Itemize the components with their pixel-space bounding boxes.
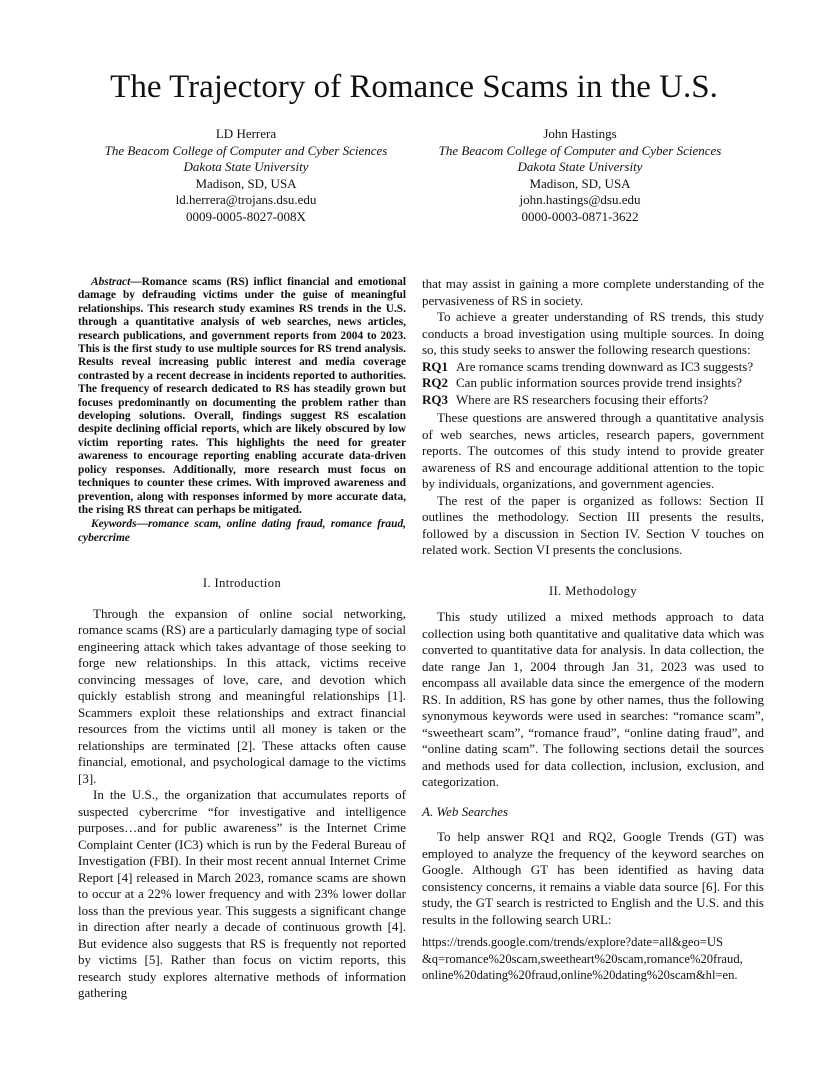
research-question-text: Are romance scams trending downward as IC3 suggests?	[456, 358, 754, 374]
abstract	[78, 276, 406, 517]
research-question-text: Where are RS researchers focusing their efforts?	[456, 391, 709, 407]
section-heading-methodology: II. Methodology	[549, 583, 637, 598]
author-email: john.hastings@dsu.edu	[519, 192, 641, 208]
author-block-1	[76, 126, 416, 226]
author-email: ld.herrera@trojans.dsu.edu	[175, 192, 317, 208]
left-column	[78, 276, 406, 1002]
research-question-label: RQ3	[422, 391, 448, 407]
abstract-label: Abstract	[91, 276, 131, 288]
research-question	[422, 359, 764, 376]
body-paragraph: These questions are answered through a quantitative analysis of web searches, news articles, research papers, government reports. The outcomes of this study intend to provide greater awareness of RS and encourage additional attention to the topic by individuals, organizations, and government agencies.	[422, 410, 764, 491]
author-university: Dakota State University	[517, 159, 643, 175]
body-paragraph: Through the expansion of online social networking, romance scams (RS) are a particularly damaging type of social engineering attack which takes advantage of those seeking to forge new relationships. In this attack, victims receive convincing messages of love, care, and devotion which quickly establish strong and meaningful relationships [1]. Scammers exploit these relationships and extract financial resources from the victims until all money is taken or the relationships are terminated [2]. These attacks often cause financial, emotional, and psychological damage to the victims [3].	[78, 605, 406, 786]
abstract-text: —Romance scams (RS) inflict financial and emotional damage by defrauding victims under the guise of meaningful relationships. This research study examines RS trends in the U.S. through a quantitative analysis of web searches, news articles, research publications, and government reports from 2004 to 2023. This is the first study to use multiple sources for RS trend analysis. Results reveal increasing public interest and media coverage contrasted by a recent decrease in incidents reported to authorities. The frequency of research dedicated to RS has steadily grown but focuses predominantly on documenting the problem rather than developing solutions. Overall, findings suggest RS escalation despite declining official reports, which are likely obscured by low victim reporting rates. This highlights the need for greater awareness to encourage reporting enabling accurate data-driven policy responses. Additionally, more research must focus on techniques to counter these crimes. With improved awareness and prevention, along with responses informed by more accurate data, the rising RS threat can perhaps be mitigated.	[78, 276, 406, 516]
section-heading-introduction: I. Introduction	[202, 576, 282, 591]
research-question-text: Can public information sources provide trend insights?	[456, 375, 742, 390]
author-location: Madison, SD, USA	[529, 175, 631, 191]
body-paragraph: In the U.S., the organization that accumulates reports of suspected cybercrime “for investigative and intelligence purposes…and for public awareness” is the Internet Crime Complaint Center (IC3) which is run by the Federal Bureau of Investigation (FBI). In their most recent annual Internet Crime Report [4] released in March 2023, romance scams are shown to occur at a 22% lower frequency and with 23% lower dollar loss than the previous year. This suggests a significant change in direction after nearly a decade of continuous growth [4]. But evidence also suggests that RS is frequently not reported by victims [5]. Rather than focus on victim reports, this research study explores alternative methods of information gathering	[78, 787, 406, 1001]
body-paragraph: that may assist in gaining a more complete understanding of the pervasiveness of RS in society.	[422, 276, 764, 308]
body-paragraph: To help answer RQ1 and RQ2, Google Trends (GT) was employed to analyze the frequency of the keyword searches on Google. Although GT has been identified as having data consistency concerns, it remains a viable data source [6]. For this study, the GT search is restricted to English and the U.S. and this results in the following search URL:	[422, 829, 764, 927]
author-orcid: 0009-0005-8027-008X	[186, 208, 306, 224]
right-column	[422, 276, 764, 984]
url-line: online%20dating%20fraud,online%20dating%20scam&hl=en.	[422, 968, 738, 982]
search-url	[422, 934, 764, 984]
url-line: &q=romance%20scam,sweetheart%20scam,romance%20fraud,	[422, 951, 743, 966]
body-paragraph: The rest of the paper is organized as follows: Section II outlines the methodology. Section III presents the results, followed by a discussion in Section IV. Section V touches on related work. Section VI presents the conclusions.	[422, 492, 764, 557]
author-name: John Hastings	[543, 126, 617, 141]
subsection-heading-web-searches: A. Web Searches	[422, 803, 509, 819]
author-name: LD Herrera	[215, 126, 277, 141]
research-question-label: RQ1	[422, 358, 448, 374]
author-affiliation: The Beacom College of Computer and Cyber Sciences	[104, 142, 388, 158]
url-line: https://trends.google.com/trends/explore?date=all&geo=US	[422, 935, 723, 949]
author-block-2	[410, 126, 750, 226]
research-question-label: RQ2	[422, 375, 448, 390]
body-paragraph: To achieve a greater understanding of RS trends, this study conducts a broad investigation using multiple sources. In doing so, this study seeks to answer the following research questions:	[422, 309, 764, 357]
author-location: Madison, SD, USA	[195, 175, 297, 191]
author-orcid: 0000-0003-0871-3622	[521, 208, 639, 224]
author-affiliation: The Beacom College of Computer and Cyber Sciences	[438, 142, 722, 158]
paper-title: The Trajectory of Romance Scams in the U.S.	[110, 69, 718, 105]
author-university: Dakota State University	[183, 159, 309, 175]
keywords-label: Keywords	[91, 518, 137, 531]
keywords	[78, 518, 406, 545]
research-question	[422, 375, 764, 392]
research-question	[422, 392, 764, 409]
keywords-text: —romance scam, online dating fraud, romance fraud, cybercrime	[78, 518, 406, 544]
body-paragraph: This study utilized a mixed methods approach to data collection using both quantitative and qualitative data which was converted to quantitative data for analysis. In data collection, the date range Jan 1, 2004 through Jan 31, 2023 was used to encompass all available data since the emergence of the modern RS. In addition, RS has gone by other names, thus the following synonymous keywords were used in searches: “romance scam”, “sweetheart scam”, “romance fraud”, “online dating fraud”, and “online dating scam”. The following sections detail the sources and methods used for data collection, inclusion, exclusion, and categorization.	[422, 609, 764, 789]
